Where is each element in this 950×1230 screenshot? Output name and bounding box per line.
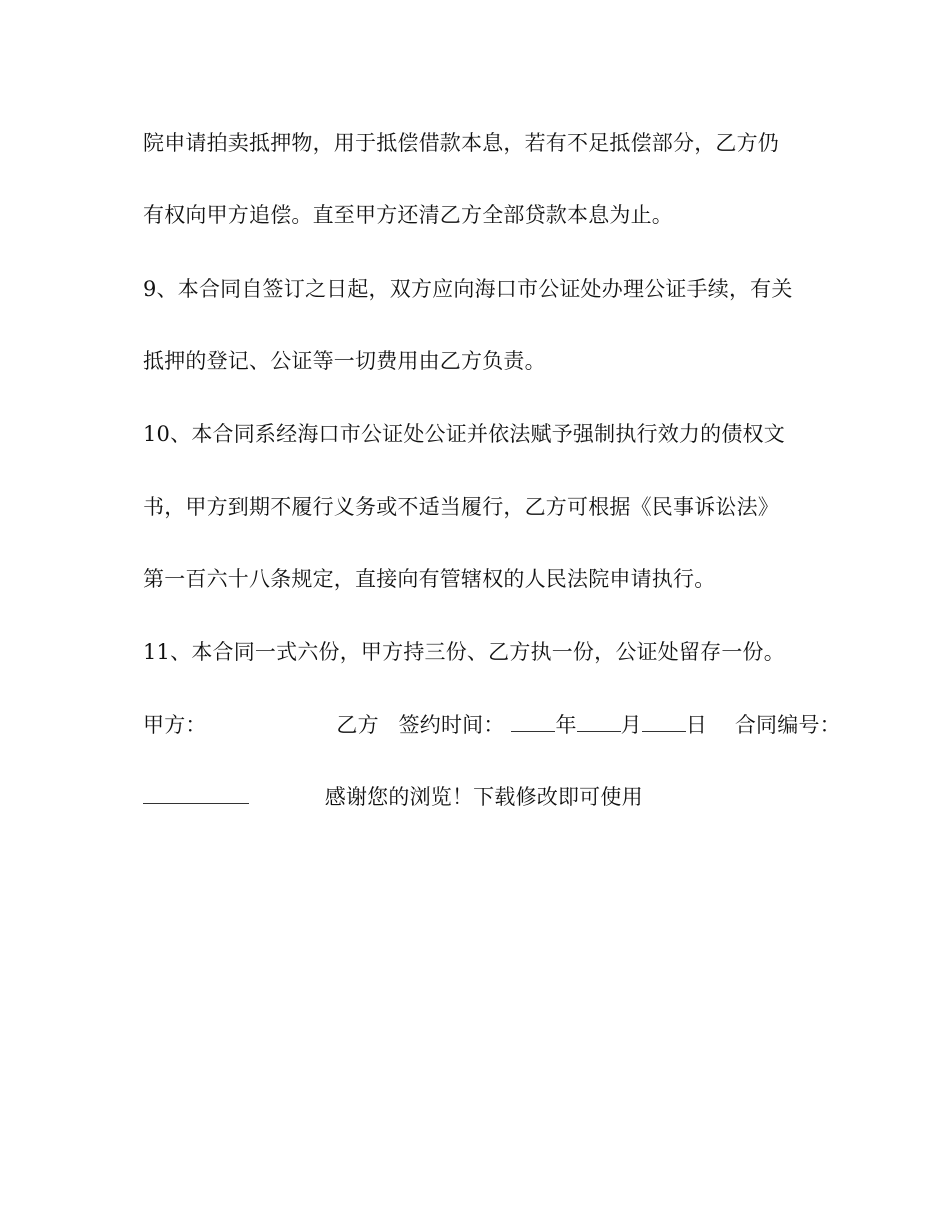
year-blank — [511, 713, 555, 732]
clause-9-line-2: 抵押的登记、公证等一切费用由乙方负责。 — [143, 349, 546, 373]
footer-row — [143, 785, 643, 809]
party-b-label: 乙方 — [336, 713, 379, 737]
contract-number-blank — [143, 785, 249, 804]
month-blank — [577, 713, 621, 732]
clause-9-line-1: 9、本合同自签订之日起，双方应向海口市公证处办理公证手续，有关 — [143, 277, 793, 301]
clause-10-line-2: 书，甲方到期不履行义务或不适当履行，乙方可根据《民事诉讼法》 — [143, 495, 779, 519]
day-blank — [642, 713, 686, 732]
year-label: 年 — [555, 713, 577, 737]
clause-10-line-1: 10、本合同系经海口市公证处公证并依法赋予强制执行效力的债权文 — [143, 422, 785, 446]
signature-row — [143, 713, 841, 737]
party-a-label: 甲方： — [143, 713, 207, 737]
thanks-note: 感谢您的浏览！下载修改即可使用 — [324, 785, 643, 809]
paragraph-line-2: 有权向甲方追偿。直至甲方还清乙方全部贷款本息为止。 — [143, 203, 673, 227]
contract-number-label: 合同编号： — [734, 713, 841, 737]
day-label: 日 — [685, 713, 708, 737]
paragraph-line-1: 院申请拍卖抵押物，用于抵偿借款本息，若有不足抵偿部分，乙方仍 — [143, 131, 779, 155]
month-label: 月 — [620, 713, 642, 737]
clause-10-line-3: 第一百六十八条规定，直接向有管辖权的人民法院申请执行。 — [143, 567, 716, 591]
clause-11-line: 11、本合同一式六份，甲方持三份、乙方执一份，公证处留存一份。 — [143, 640, 785, 664]
sign-time-label: 签约时间： — [398, 713, 505, 737]
